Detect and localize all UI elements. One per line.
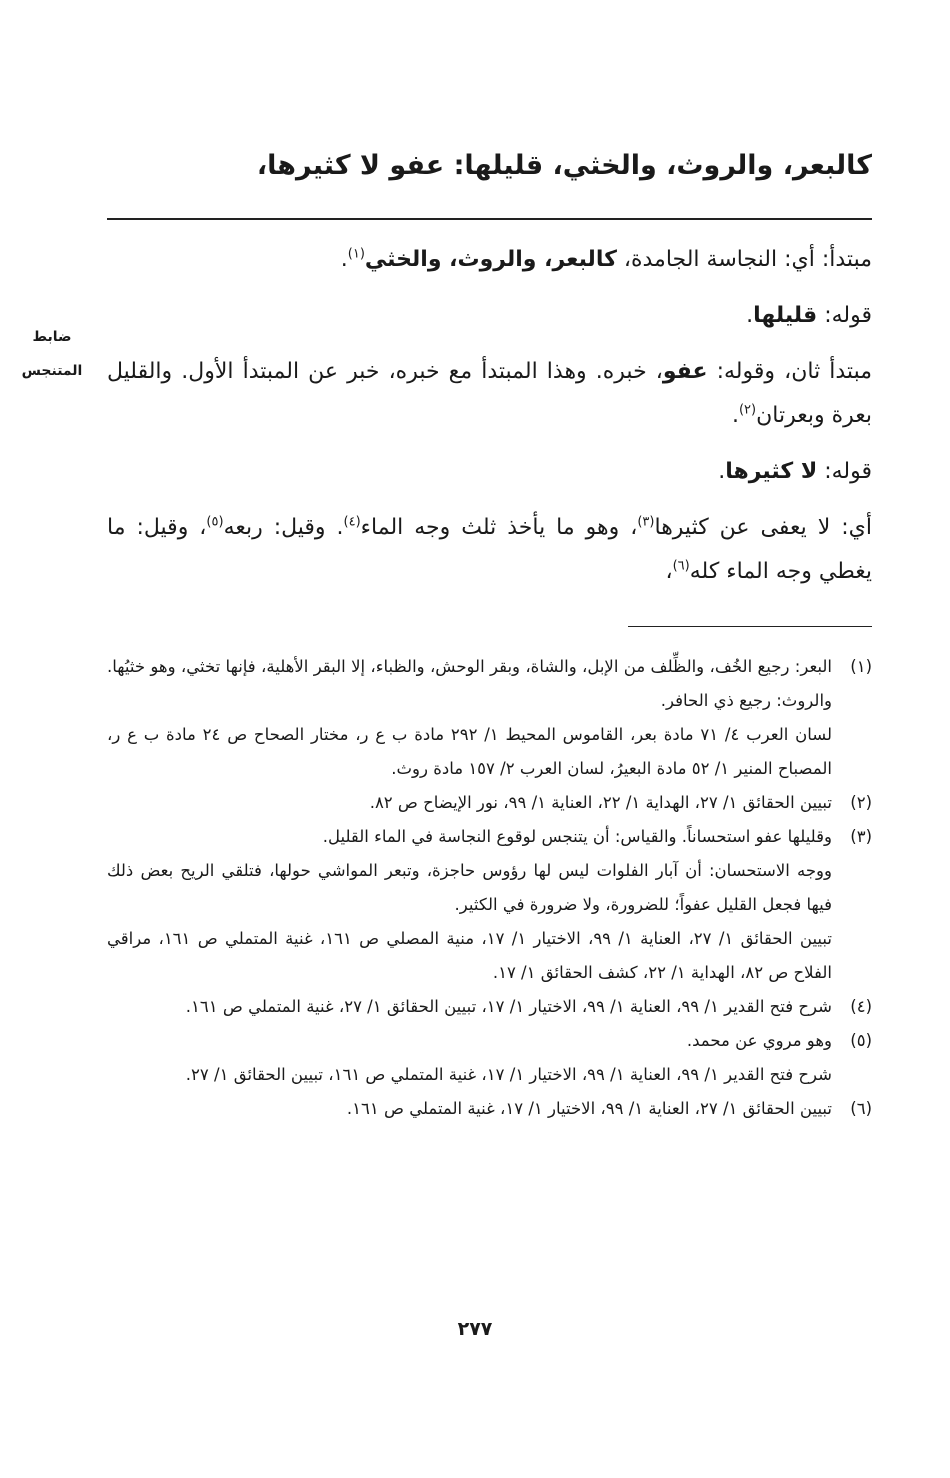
text-segment: ، bbox=[665, 559, 673, 584]
paragraph-3 bbox=[107, 350, 872, 438]
footnote-ref[interactable]: (٥) bbox=[206, 514, 224, 530]
footnote-line: تبيين الحقائق ١/ ٢٧، العناية ١/ ٩٩، الاختيار ١/ ١٧، منية المصلي ص ١٦١، غنية المتملي ص ١٦١، مراقي الفلاح ص ٨٢، الهداية ١/ ٢٢، كشف الحقائق ١/ ١٧. bbox=[107, 929, 832, 982]
footnote-line: شرح فتح القدير ١/ ٩٩، العناية ١/ ٩٩، الاختيار ١/ ١٧، تبيين الحقائق ١/ ٢٧، غنية المتملي ص ١٦١. bbox=[185, 997, 832, 1016]
text-segment: . وقيل: ربعه bbox=[223, 515, 344, 540]
footnote-number: (٣) bbox=[850, 827, 872, 846]
margin-note bbox=[12, 320, 92, 388]
footnote-line: وهو مروي عن محمد. bbox=[686, 1031, 832, 1050]
footnote-number: (١) bbox=[850, 657, 872, 676]
paragraph-4 bbox=[107, 450, 872, 494]
footnote-3 bbox=[107, 820, 872, 990]
text-segment: ، وهو ما يأخذ ثلث وجه الماء bbox=[360, 515, 638, 540]
text-segment: مبتدأ ثان، وقوله: bbox=[707, 359, 872, 384]
margin-note-line1: ضابط bbox=[32, 329, 72, 345]
text-segment: . bbox=[718, 459, 726, 484]
margin-note-line2: المتنجس bbox=[21, 363, 83, 379]
footnote-number: (٥) bbox=[850, 1031, 872, 1050]
text-segment: مبتدأ: أي: النجاسة الجامدة، bbox=[616, 247, 872, 272]
footnote-ref[interactable]: (٢) bbox=[738, 402, 757, 418]
text-segment: . bbox=[746, 303, 754, 328]
text-segment: ، وقيل: ما يغطي وجه الماء كله bbox=[107, 515, 872, 584]
footnote-4 bbox=[107, 990, 872, 1024]
footnote-line: ووجه الاستحسان: أن آبار الفلوات ليس لها رؤوس حاجزة، وتبعر المواشي حولها، فتلقي الريح بعض ذلك فيها فجعل القليل عفواً؛ للضرورة، ولا ضرورة في الكثير. bbox=[107, 861, 832, 914]
footnotes bbox=[107, 650, 872, 1126]
footnote-2 bbox=[107, 786, 872, 820]
header-divider bbox=[107, 218, 872, 220]
paragraph-1 bbox=[107, 238, 872, 282]
footnote-ref[interactable]: (٤) bbox=[343, 514, 361, 530]
text-segment: ، خبره. وهذا المبتدأ مع خبره، خبر عن المبتدأ الأول. والقليل بعرة وبعرتان bbox=[107, 359, 872, 428]
footnote-number: (٢) bbox=[850, 793, 872, 812]
bold-term: لا كثيرها bbox=[725, 459, 818, 484]
footnote-line: وقليلها عفو استحساناً. والقياس: أن يتنجس لوقوع النجاسة في الماء القليل. bbox=[322, 827, 832, 846]
footnote-divider bbox=[628, 626, 872, 627]
text-segment: . bbox=[731, 403, 739, 428]
text-segment: قوله: bbox=[817, 459, 872, 484]
footnote-1 bbox=[107, 650, 872, 786]
footnote-ref[interactable]: (٦) bbox=[672, 558, 690, 574]
paragraph-5 bbox=[107, 506, 872, 594]
footnote-line: لسان العرب ٤/ ٧١ مادة بعر، القاموس المحيط ١/ ٢٩٢ مادة ب ع ر، مختار الصحاح ص ٢٤ مادة ب ع ر، المصباح المنير ١/ ٥٢ مادة البعيرُ، لسان العرب ٢/ ١٥٧ مادة روث. bbox=[107, 725, 832, 778]
footnote-5 bbox=[107, 1024, 872, 1092]
footnote-6 bbox=[107, 1092, 872, 1126]
footnote-ref[interactable]: (١) bbox=[347, 246, 365, 262]
footnote-line: البعر: رجيع الخُف، والظِّلف من الإبل، والشاة، وبقر الوحش، والظباء، إلا البقر الأهلية، فإنها تخثي، وهو خثيُها. والروث: رجيع ذي الحافر. bbox=[107, 657, 832, 710]
footnote-number: (٦) bbox=[850, 1099, 872, 1118]
text-segment: أي: لا يعفى عن كثيرها bbox=[654, 515, 872, 540]
text-segment: . bbox=[340, 247, 348, 272]
bold-term: عفو bbox=[662, 359, 708, 384]
footnote-line: تبيين الحقائق ١/ ٢٧، العناية ١/ ٩٩، الاختيار ١/ ١٧، غنية المتملي ص ١٦١. bbox=[346, 1099, 832, 1118]
text-segment: قوله: bbox=[817, 303, 872, 328]
footnote-ref[interactable]: (٣) bbox=[637, 514, 655, 530]
bold-term: قليلها bbox=[753, 303, 818, 328]
page-number: ٢٧٧ bbox=[457, 1318, 493, 1340]
footnote-line: تبيين الحقائق ١/ ٢٧، الهداية ١/ ٢٢، العناية ١/ ٩٩، نور الإيضاح ص ٨٢. bbox=[369, 793, 832, 812]
commentary-body bbox=[107, 238, 872, 594]
bold-term: كالبعر، والروث، والخثي bbox=[364, 247, 617, 272]
matn-header: كالبعر، والروث، والخثي، قليلها: عفو لا كثيرها، bbox=[256, 150, 872, 181]
footnote-number: (٤) bbox=[850, 997, 872, 1016]
paragraph-2 bbox=[107, 294, 872, 338]
footnote-line: شرح فتح القدير ١/ ٩٩، العناية ١/ ٩٩، الاختيار ١/ ١٧، غنية المتملي ص ١٦١، تبيين الحقائق ١/ ٢٧. bbox=[185, 1065, 832, 1084]
